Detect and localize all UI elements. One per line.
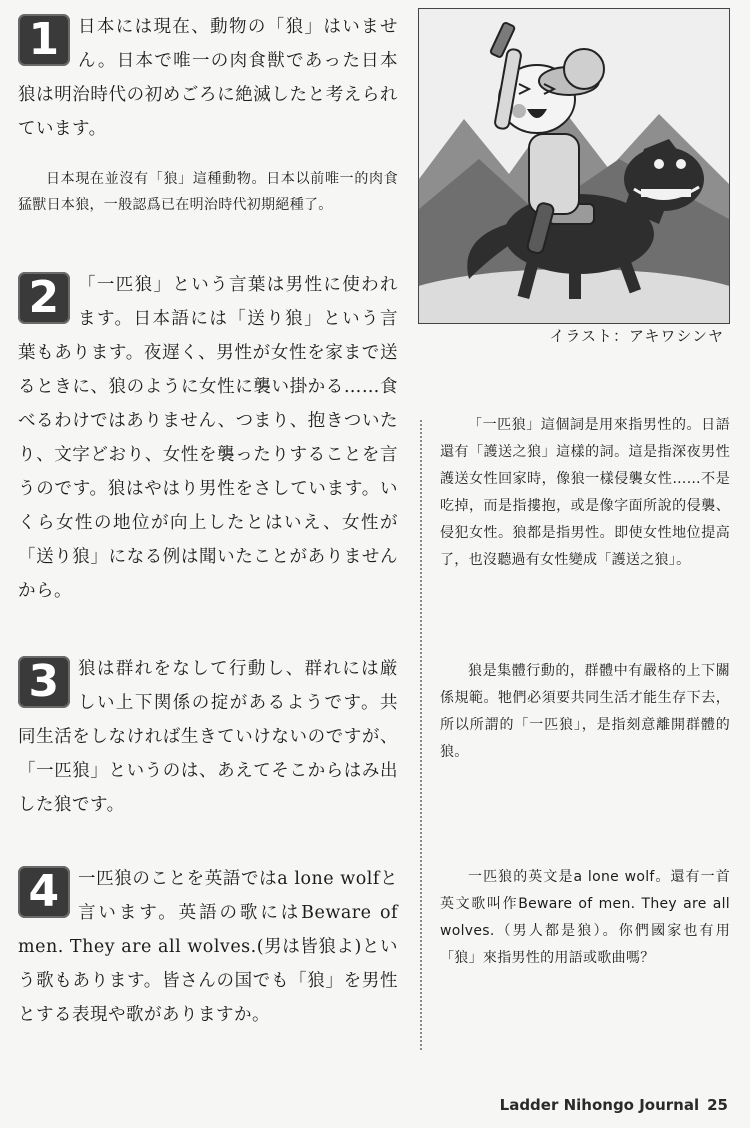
section-4-chinese-text: 一匹狼的英文是a lone wolf。還有一首英文歌叫作Beware of men. They are all wolves.（男人都是狼）。你們國家也有用「狼」來指男性的用語或歌曲嗎？ <box>440 869 730 966</box>
section-4-japanese-text <box>18 862 398 1032</box>
section-4-translation <box>440 864 730 972</box>
page-footer <box>500 1096 728 1114</box>
section-3-number-badge: 3 <box>18 656 70 708</box>
cowboy-wolf-illustration <box>418 8 730 324</box>
section-1 <box>18 10 398 146</box>
illustration-drawing <box>419 9 729 323</box>
page-number: 25 <box>707 1096 728 1114</box>
section-3-translation <box>440 658 730 766</box>
illustration-credit: イラスト：アキワシンヤ <box>549 327 724 345</box>
section-4-number-badge: 4 <box>18 866 70 918</box>
section-1-translation <box>18 166 398 218</box>
section-2-japanese-text <box>18 268 398 608</box>
section-1-japanese-body: 日本には現在、動物の「狼」はいません。日本で唯一の肉食獣であった日本狼は明治時代の初めごろに絶滅したと考えられています。 <box>18 17 398 139</box>
section-2-number-badge: 2 <box>18 272 70 324</box>
section-1-japanese-text <box>18 10 398 146</box>
section-3-japanese-body: 狼は群れをなして行動し、群れには厳しい上下関係の掟があるようです。共同生活をしなければ生きていけないのですが、「一匹狼」というのは、あえてそこからはみ出した狼です。 <box>18 659 398 815</box>
section-4 <box>18 862 398 1032</box>
journal-name: Ladder Nihongo Journal <box>499 1096 700 1114</box>
section-1-number-badge: 1 <box>18 14 70 66</box>
section-3 <box>18 652 398 822</box>
section-1-chinese-text: 日本現在並沒有「狼」這種動物。日本以前唯一的肉食猛獸日本狼，一般認爲已在明治時代初期絕種了。 <box>18 171 398 213</box>
section-2 <box>18 268 398 608</box>
section-3-japanese-text <box>18 652 398 822</box>
section-2-chinese-text: 「一匹狼」這個詞是用來指男性的。日語還有「護送之狼」這樣的詞。這是指深夜男性護送女性回家時，像狼一樣侵襲女性……不是吃掉，而是指摟抱，或是像字面所說的侵襲、侵犯女性。狼都是指男性。即使女性地位提高了，也沒聽過有女性變成「護送之狼」。 <box>440 417 730 568</box>
column-divider <box>420 420 422 1050</box>
section-2-japanese-body: 「一匹狼」という言葉は男性に使われます。日本語には「送り狼」という言葉もあります。夜遅く、男性が女性を家まで送るときに、狼のように女性に襲い掛かる……食べるわけではありません、つまり、抱きついたり、文字どおり、女性を襲ったりすることを言うのです。狼はやはり男性をさしています。いくら女性の地位が向上したとはいえ、女性が「送り狼」になる例は聞いたことがありませんから。 <box>18 275 398 601</box>
section-3-chinese-text: 狼是集體行動的，群體中有嚴格的上下關係規範。牠們必須要共同生活才能生存下去，所以所謂的「一匹狼」，是指刻意離開群體的狼。 <box>440 663 730 760</box>
section-4-japanese-body: 一匹狼のことを英語ではa lone wolfと言います。英語の歌にはBeware of men. They are all wolves.(男は皆狼よ)という歌もあります。皆さんの国でも「狼」を男性とする表現や歌がありますか。 <box>18 869 398 1025</box>
section-2-translation <box>440 412 730 574</box>
